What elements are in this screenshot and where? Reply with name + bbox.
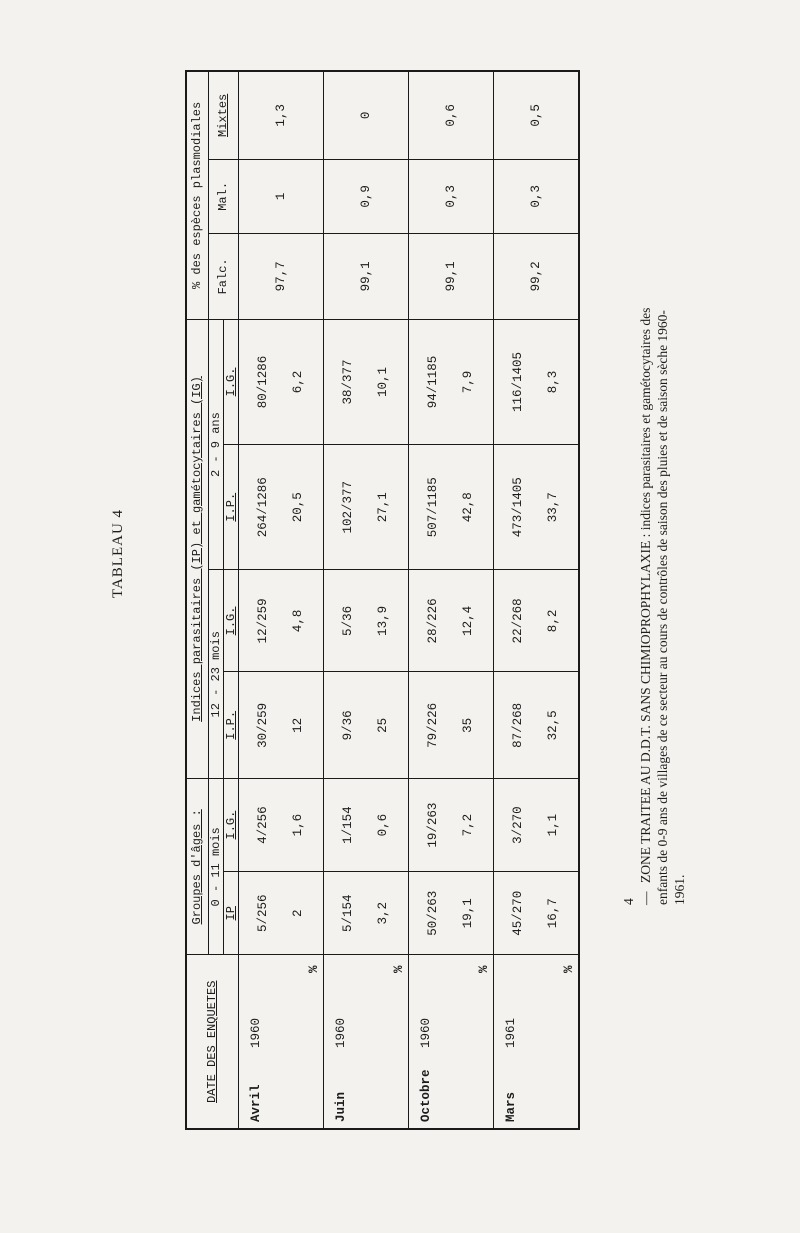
header-ig-a: I.G. [223,779,238,872]
page-title: TABLEAU 4 [110,508,126,598]
cell-c-ip: 264/1286 20,5 [238,445,323,570]
cell-mal: 1 [238,159,323,233]
cell-mixtes: 0 [323,71,408,159]
cell-a-ip: 5/256 2 [238,871,323,955]
cell-b-ip: 87/268 32,5 [493,672,579,779]
date-cell [238,955,323,1129]
header-ip-b: I.P. [223,672,238,779]
header-age-2-9: 2 - 9 ans [208,319,223,570]
caption-number: 4 — [621,891,653,905]
date-cell [408,955,493,1129]
header-especes: % des espèces plasmodiales [186,71,208,319]
month: Juin [333,1091,348,1122]
header-date: DATE DES ENQUETES [186,955,238,1129]
cell-a-ig: 4/256 1,6 [238,779,323,872]
cell-a-ig: 19/263 7,2 [408,779,493,872]
cell-b-ip: 9/36 25 [323,672,408,779]
cell-falc: 97,7 [238,233,323,319]
header-ip-c: I.P. [223,445,238,570]
table-row [238,71,323,1129]
cell-b-ip: 79/226 35 [408,672,493,779]
cell-falc: 99,1 [323,233,408,319]
header-ip-a: IP [223,871,238,955]
cell-a-ip: 45/270 16,7 [493,871,579,955]
header-age-12-23: 12 - 23 mois [208,570,223,779]
pct-label: % [561,965,576,974]
caption [620,285,688,905]
year: 1961 [503,1017,518,1048]
cell-falc: 99,1 [408,233,493,319]
month: Avril [248,1084,263,1122]
header-indices: Indices parasitaires (IP) et gamétocytaires (IG) [186,319,208,778]
cell-mal: 0,3 [493,159,579,233]
cell-b-ig: 22/268 8,2 [493,570,579,672]
cell-a-ip: 5/154 3,2 [323,871,408,955]
cell-mal: 0,9 [323,159,408,233]
cell-b-ig: 5/36 13,9 [323,570,408,672]
cell-mixtes: 0,5 [493,71,579,159]
header-ig-b: I.G. [223,570,238,672]
cell-mixtes: 0,6 [408,71,493,159]
year: 1960 [333,1017,348,1048]
cell-c-ig: 116/1405 8,3 [493,319,579,444]
rotated-table-container [185,70,580,1130]
cell-c-ip: 507/1185 42,8 [408,445,493,570]
cell-c-ig: 80/1286 6,2 [238,319,323,444]
data-table [185,70,580,1130]
date-cell [323,955,408,1129]
cell-b-ig: 12/259 4,8 [238,570,323,672]
header-groupes: Groupes d'âges : [186,779,208,955]
table-row [408,71,493,1129]
header-falc: Falc. [208,233,238,319]
date-cell [493,955,579,1129]
table-row [493,71,579,1129]
month: Octobre [418,1069,433,1122]
cell-mal: 0,3 [408,159,493,233]
year: 1960 [418,1017,433,1048]
caption-text: ZONE TRAITEE AU D.D.T. SANS CHIMIOPROPHYLAXIE : indices parasitaires et gamétocytaires des enfants de 0-9 ans de villages de ce secteur au cours de contrôles de saison des pluies et de saison sèche 1960-1961. [638,307,687,905]
cell-c-ig: 38/377 10,1 [323,319,408,444]
cell-a-ig: 1/154 0,6 [323,779,408,872]
month: Mars [503,1091,518,1122]
cell-c-ip: 473/1405 33,7 [493,445,579,570]
cell-c-ip: 102/377 27,1 [323,445,408,570]
table-row [323,71,408,1129]
cell-falc: 99,2 [493,233,579,319]
cell-mixtes: 1,3 [238,71,323,159]
year: 1960 [248,1017,263,1048]
header-ig-c: I.G. [223,319,238,444]
header-age-0-11: 0 - 11 mois [208,779,223,955]
pct-label: % [476,965,491,974]
cell-c-ig: 94/1185 7,9 [408,319,493,444]
pct-label: % [391,965,406,974]
cell-b-ip: 30/259 12 [238,672,323,779]
pct-label: % [306,965,321,974]
header-mixtes: Mixtes [208,71,238,159]
header-mal: Mal. [208,159,238,233]
cell-a-ig: 3/270 1,1 [493,779,579,872]
cell-a-ip: 50/263 19,1 [408,871,493,955]
cell-b-ig: 28/226 12,4 [408,570,493,672]
